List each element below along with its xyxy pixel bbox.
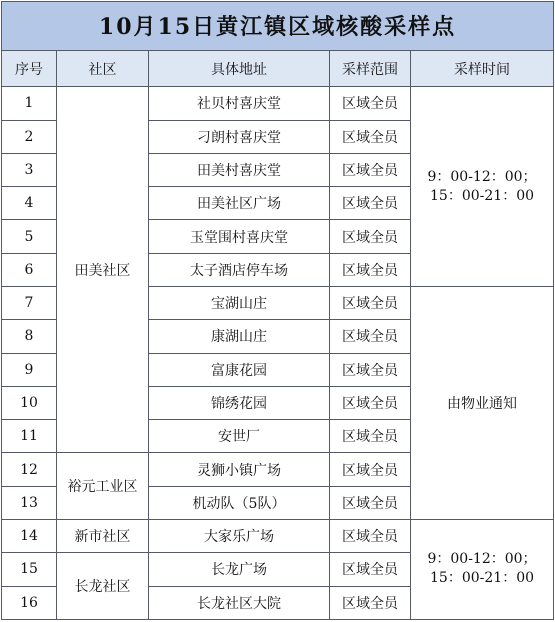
- row-address: 康湖山庄: [149, 320, 330, 353]
- time-line: 9：00-12：00；: [427, 551, 537, 568]
- row-index: 14: [2, 519, 57, 552]
- row-index: 12: [2, 453, 57, 486]
- row-scope: 区域全员: [330, 453, 411, 486]
- row-index: 10: [2, 386, 57, 419]
- time-cell: [411, 519, 554, 619]
- row-scope: 区域全员: [330, 353, 411, 386]
- time-cell: [411, 87, 554, 287]
- row-index: 8: [2, 320, 57, 353]
- row-index: 2: [2, 120, 57, 153]
- row-scope: 区域全员: [330, 519, 411, 552]
- row-address: 太子酒店停车场: [149, 253, 330, 286]
- row-address: 刁朗村喜庆堂: [149, 120, 330, 153]
- table-title: 10月15日黄江镇区域核酸采样点: [2, 2, 554, 51]
- row-address: 玉堂围村喜庆堂: [149, 220, 330, 253]
- row-index: 11: [2, 420, 57, 453]
- row-scope: 区域全员: [330, 187, 411, 220]
- row-index: 6: [2, 253, 57, 286]
- row-index: 7: [2, 286, 57, 319]
- header-scope: 采样范围: [330, 50, 411, 86]
- header-time: 采样时间: [411, 50, 554, 86]
- row-address: 长龙广场: [149, 553, 330, 586]
- row-address: 机动队（5队）: [149, 486, 330, 519]
- row-index: 9: [2, 353, 57, 386]
- header-address: 具体地址: [149, 50, 330, 86]
- community-cell: 田美社区: [57, 87, 149, 453]
- row-scope: 区域全员: [330, 153, 411, 186]
- row-scope: 区域全员: [330, 586, 411, 619]
- row-index: 5: [2, 220, 57, 253]
- row-index: 3: [2, 153, 57, 186]
- row-index: 13: [2, 486, 57, 519]
- header-community: 社区: [57, 50, 149, 86]
- row-address: 富康花园: [149, 353, 330, 386]
- row-scope: 区域全员: [330, 286, 411, 319]
- time-line: 15：00-21：00: [430, 187, 535, 204]
- row-address: 社贝村喜庆堂: [149, 87, 330, 120]
- sampling-sites-table: [1, 1, 554, 620]
- community-cell: 裕元工业区: [57, 453, 149, 520]
- row-scope: 区域全员: [330, 386, 411, 419]
- row-address: 宝湖山庄: [149, 286, 330, 319]
- row-scope: 区域全员: [330, 486, 411, 519]
- row-index: 4: [2, 187, 57, 220]
- header-index: 序号: [2, 50, 57, 86]
- row-scope: 区域全员: [330, 320, 411, 353]
- row-index: 1: [2, 87, 57, 120]
- table-row: [2, 87, 554, 120]
- row-scope: 区域全员: [330, 87, 411, 120]
- row-scope: 区域全员: [330, 220, 411, 253]
- time-line: 15：00-21：00: [430, 570, 535, 587]
- row-address: 大家乐广场: [149, 519, 330, 552]
- row-scope: 区域全员: [330, 420, 411, 453]
- table-row: [2, 519, 554, 552]
- row-index: 16: [2, 586, 57, 619]
- row-index: 15: [2, 553, 57, 586]
- row-address: 田美社区广场: [149, 187, 330, 220]
- community-cell: 新市社区: [57, 519, 149, 552]
- row-address: 安世厂: [149, 420, 330, 453]
- row-scope: 区域全员: [330, 253, 411, 286]
- row-address: 锦绣花园: [149, 386, 330, 419]
- row-scope: 区域全员: [330, 120, 411, 153]
- community-cell: 长龙社区: [57, 553, 149, 620]
- row-scope: 区域全员: [330, 553, 411, 586]
- time-cell: 由物业通知: [411, 286, 554, 519]
- row-address: 长龙社区大院: [149, 586, 330, 619]
- row-address: 田美村喜庆堂: [149, 153, 330, 186]
- time-line: 9：00-12：00；: [427, 168, 537, 185]
- row-address: 灵狮小镇广场: [149, 453, 330, 486]
- header-row: [2, 50, 554, 86]
